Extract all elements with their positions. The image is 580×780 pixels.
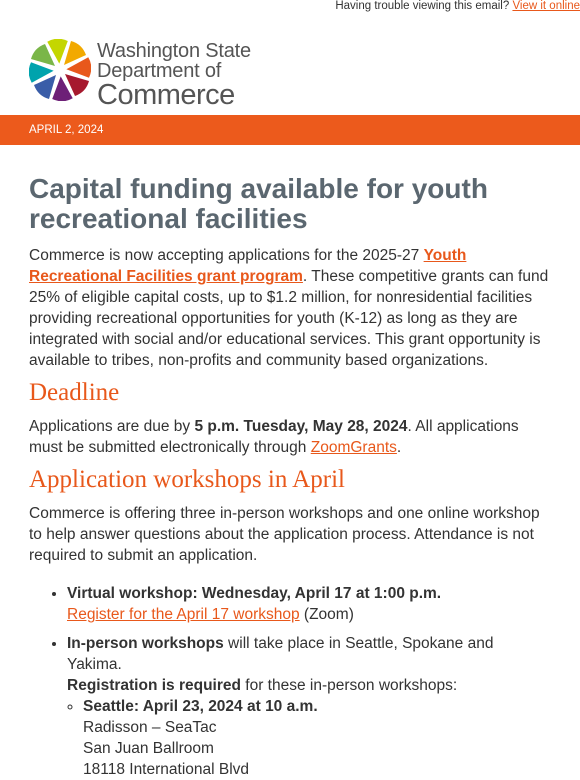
email-body — [0, 174, 580, 780]
page-title: Capital funding available for youth recreational facilities — [29, 173, 488, 234]
logo-line-1: Washington State — [97, 40, 251, 62]
deadline-heading: Deadline — [29, 379, 120, 406]
intro-text-1: Commerce is now accepting applications for the 2025-27 — [29, 247, 424, 264]
date-banner — [0, 115, 580, 145]
view-online-link[interactable]: View it online — [512, 0, 580, 12]
deadline-text-2: . All applications must be submitted electronically through — [29, 418, 519, 456]
trouble-text: Having trouble viewing this email? — [335, 0, 510, 12]
register-april-17-link[interactable]: Register for the April 17 workshop — [67, 606, 300, 623]
list-item-in-person — [67, 633, 551, 780]
header — [0, 14, 580, 115]
in-person-text: will take place in Seattle, Spokane and Yakima. — [67, 635, 494, 673]
in-person-title: In-person workshops — [67, 635, 224, 652]
logo-line-2: Department of — [97, 60, 222, 82]
zoomgrants-link[interactable]: ZoomGrants — [310, 439, 397, 456]
email-preheader — [0, 0, 580, 14]
grant-program-link[interactable]: Youth Recreational Facilities grant program — [29, 247, 467, 285]
date-text: APRIL 2, 2024 — [29, 124, 104, 136]
intro-text-2: . These competitive grants can fund 25% of eligible capital costs, up to $1.2 million, for nonresidential facilities providing recreational opportunities for youth (K-12) as long as they are integrated with social and/or educational services. This grant opportunity is available to tribes, non-profits and community based organizations. — [29, 268, 549, 369]
deadline-text-end: . — [396, 439, 402, 456]
seattle-workshop-title: Seattle: April 23, 2024 at 10 a.m. — [83, 698, 318, 715]
logo-wordmark — [97, 41, 251, 109]
seattle-address: 18118 International Blvd — [83, 761, 250, 778]
workshops-heading: Application workshops in April — [29, 466, 345, 493]
list-item-virtual — [67, 583, 551, 625]
workshop-list — [29, 583, 551, 780]
deadline-text-1: Applications are due by — [29, 418, 195, 435]
registration-text: for these in-person workshops: — [240, 677, 458, 694]
zoom-label: (Zoom) — [299, 606, 354, 623]
deadline-date: 5 p.m. Tuesday, May 28, 2024 — [194, 418, 408, 435]
seattle-venue: Radisson – SeaTac — [83, 719, 217, 736]
in-person-locations — [67, 696, 551, 780]
intro-paragraph — [29, 245, 551, 371]
seattle-room: San Juan Ballroom — [83, 740, 214, 757]
registration-required: Registration is required — [67, 677, 241, 694]
list-item-seattle — [83, 696, 551, 780]
deadline-paragraph — [29, 416, 551, 458]
virtual-workshop-title: Virtual workshop: Wednesday, April 17 at 1:00 p.m. — [67, 585, 442, 602]
logo-line-3: Commerce — [97, 79, 235, 111]
commerce-logo-icon — [29, 39, 91, 101]
workshops-intro: Commerce is offering three in-person workshops and one online workshop to help answer questions about the application process. Attendance is not required to submit an application. — [29, 505, 540, 564]
